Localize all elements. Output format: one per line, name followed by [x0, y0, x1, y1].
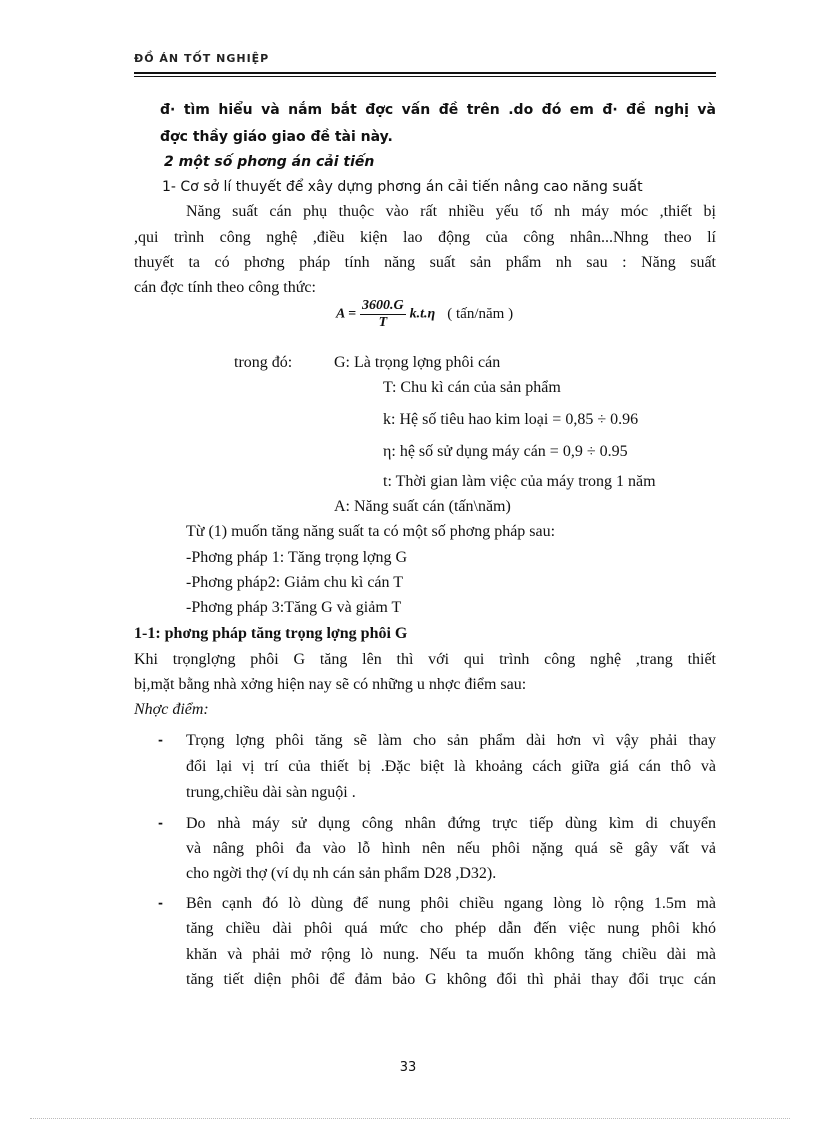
subsection-heading: 1- Cơ sở lí thuyết để xây dựng phơng án cải tiến nâng cao năng suất — [162, 179, 643, 195]
definition-time: t: Thời gian làm việc của máy trong 1 năm — [383, 473, 656, 490]
disadvantages-label: Nhợc điểm: — [134, 701, 209, 718]
formula-denominator: T — [378, 315, 388, 330]
footer-dotted-line — [30, 1118, 790, 1119]
bullet-line: Trọng lợng phôi tăng sẽ làm cho sản phẩm dài hơn vì vậy phải thay — [186, 732, 716, 749]
paragraph-line: đ· tìm hiểu và nắm bắt đợc vấn đề trên .do đó em đ· đề nghị và — [160, 102, 716, 118]
paragraph-line: thuyết ta có phơng pháp tính năng suất sản phẩm nh sau : Năng suất — [134, 254, 716, 271]
definition-k: k: Hệ số tiêu hao kim loại = 0,85 ÷ 0.96 — [383, 411, 639, 428]
bullet-line: khăn và phải mở rộng lò nung. Nếu ta muốn không tăng chiều dài mà — [186, 946, 716, 963]
method-item: -Phơng pháp 1: Tăng trọng lợng G — [186, 549, 408, 566]
definition-a: A: Năng suất cán (tấn\năm) — [334, 498, 511, 515]
paragraph-line: Khi trọnglợng phôi G tăng lên thì với qui trình công nghệ ,trang thiết — [134, 651, 716, 668]
bullet-line: Do nhà máy sử dụng công nhân đứng trực tiếp dùng kìm di chuyển — [186, 815, 716, 832]
bullet-line: tăng tiết diện phôi để đảm bảo G không đổi thì phải thay đổi trục cán — [186, 971, 716, 988]
section-heading: 2 một số phơng án cải tiến — [164, 154, 375, 170]
page-header: ĐỒ ÁN TỐT NGHIỆP — [134, 52, 270, 65]
page-number: 33 — [399, 1060, 417, 1075]
where-label: trong đó: — [234, 354, 293, 371]
formula-lhs: A = — [336, 306, 357, 322]
header-rule-thin — [134, 76, 716, 77]
bullet-line: và nâng phôi đa vào lỗ hình nên nếu phôi nặng quá sẽ gây vất vả — [186, 840, 716, 857]
definition-g: G: Là trọng lợng phôi cán — [334, 354, 501, 371]
method-item: -Phơng pháp 3:Tăng G và giảm T — [186, 599, 402, 616]
paragraph-line: đợc thầy giáo giao đề tài này. — [160, 129, 393, 145]
productivity-formula — [336, 298, 513, 331]
paragraph-line: ,qui trình công nghệ ,điều kiện lao động của công nhân...Nhng theo lí — [134, 229, 716, 246]
bullet-marker: - — [158, 733, 163, 747]
definition-t: T: Chu kì cán của sản phẩm — [383, 379, 561, 396]
bullet-line: Bên cạnh đó lò dùng để nung phôi chiều ngang lòng lò rộng 1.5m mà — [186, 895, 716, 912]
formula-unit: ( tấn/năm ) — [447, 306, 514, 322]
bullet-marker: - — [158, 816, 163, 830]
paragraph-line: Từ (1) muốn tăng năng suất ta có một số phơng pháp sau: — [186, 523, 556, 540]
header-rule-thick — [134, 72, 716, 74]
bullet-marker: - — [158, 896, 163, 910]
bullet-line: cho ngời thợ (ví dụ nh cán sản phẩm D28 ,D32). — [186, 865, 497, 882]
section-title: 1-1: phơng pháp tăng trọng lợng phôi G — [134, 625, 408, 642]
formula-factors: k.t.η — [409, 306, 436, 322]
bullet-line: đổi lại vị trí của thiết bị .Đặc biệt là khoảng cách giữa giá cán thô và — [186, 758, 716, 775]
paragraph-line: cán đợc tính theo công thức: — [134, 279, 316, 296]
paragraph-line: bị,mặt bằng nhà xởng hiện nay sẽ có những u nhợc điểm sau: — [134, 676, 527, 693]
bullet-line: trung,chiều dài sàn nguội . — [186, 784, 356, 801]
formula-numerator: 3600.G — [362, 298, 404, 313]
formula-fraction — [360, 298, 406, 331]
bullet-line: tăng chiều dài phôi quá mức cho phép dẫn đến việc nung phôi khó — [186, 920, 716, 937]
definition-eta: η: hệ số sử dụng máy cán = 0,9 ÷ 0.95 — [383, 443, 628, 460]
paragraph-line: Năng suất cán phụ thuộc vào rất nhiều yếu tố nh máy móc ,thiết bị — [186, 203, 716, 220]
method-item: -Phơng pháp2: Giảm chu kì cán T — [186, 574, 404, 591]
